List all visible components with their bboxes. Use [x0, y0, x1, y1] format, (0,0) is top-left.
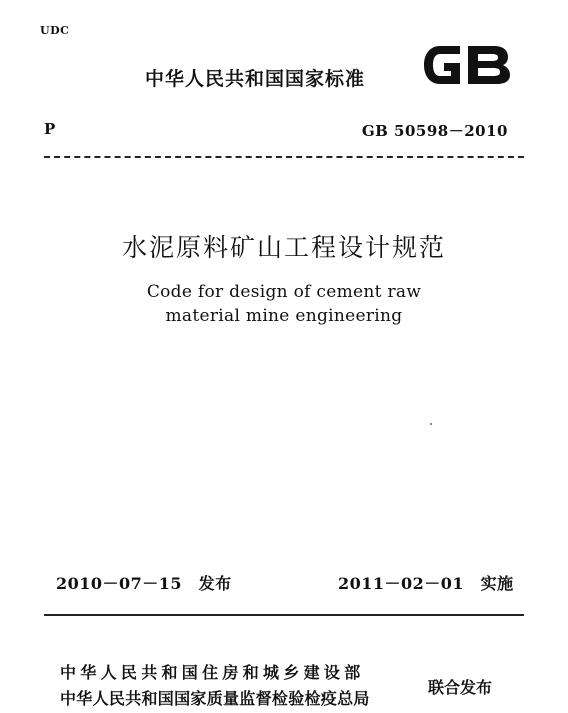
udc-label: UDC	[40, 24, 70, 37]
standard-number: GB 50598－2010	[361, 122, 508, 140]
bottom-divider	[44, 614, 524, 616]
issuer-quality-inspection: 中华人民共和国国家质量监督检验检疫总局	[60, 689, 370, 708]
document-title-chinese: 水泥原料矿山工程设计规范	[121, 233, 446, 262]
standard-category: P	[44, 120, 56, 138]
implementation-date: 2011－02－01 实施	[338, 574, 514, 593]
top-divider	[44, 156, 524, 158]
joint-issue-label: 联合发布	[428, 678, 493, 697]
issuer-ministry-housing: 中华人民共和国住房和城乡建设部	[60, 663, 365, 682]
gb-logo-icon	[420, 38, 514, 92]
issue-date: 2010－07－15 发布	[56, 574, 232, 593]
standard-title: 中华人民共和国国家标准	[145, 68, 366, 90]
document-title-english-line2: material mine engineering	[165, 306, 403, 326]
scan-speck	[430, 423, 432, 425]
document-title-english-line1: Code for design of cement raw	[146, 282, 422, 302]
